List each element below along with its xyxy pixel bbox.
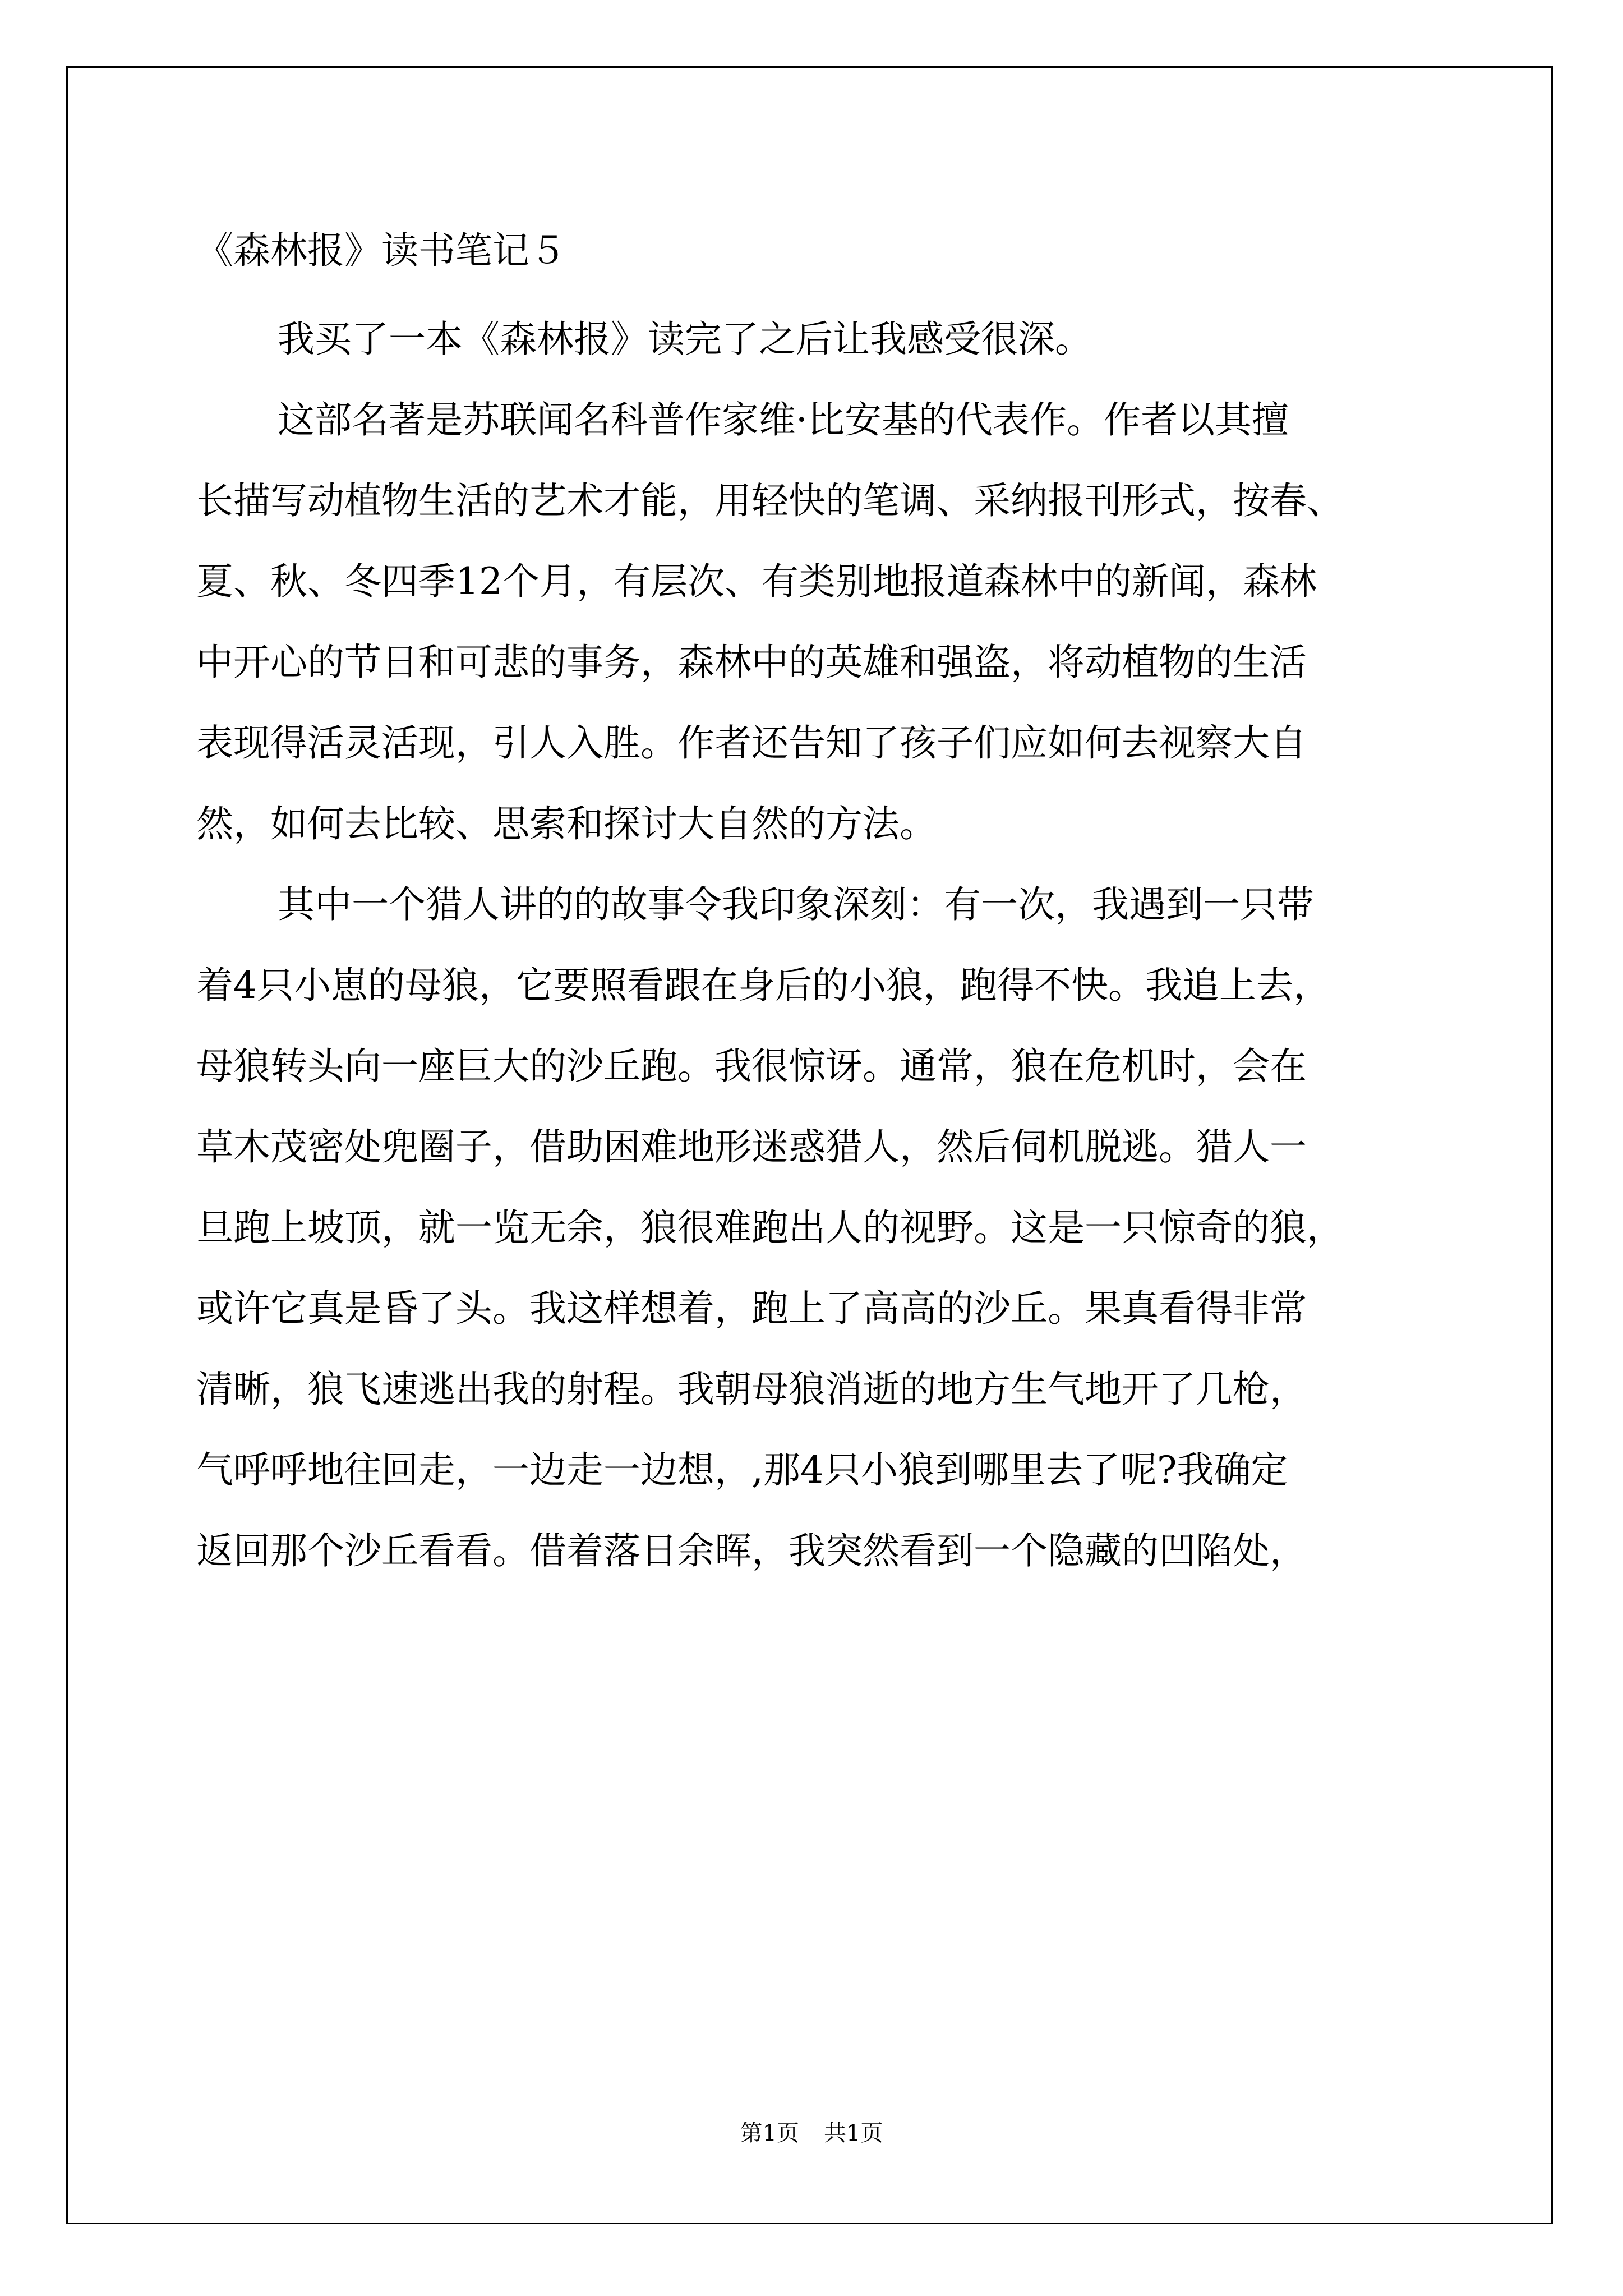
text-line: 母狼转头向一座巨大的沙丘跑。我很惊讶。通常，狼在危机时，会在 — [196, 1045, 1307, 1088]
text-line: 草木茂密处兜圈子，借助困难地形迷惑猎人，然后伺机脱逃。猎人一 — [196, 1125, 1307, 1168]
document-body — [196, 299, 1447, 1591]
text-line: 气呼呼地往回走，一边走一边想，,那4只小狼到哪里去了呢?我确定 — [196, 1448, 1288, 1492]
text-line: 其中一个猎人讲的的故事令我印象深刻：有一次，我遇到一只带 — [278, 883, 1314, 926]
text-line: 长描写动植物生活的艺术才能，用轻快的笔调、采纳报刊形式，按春、 — [196, 479, 1344, 522]
text-line: 我买了一本《森林报》读完了之后让我感受很深。 — [278, 318, 1092, 361]
page-number: 第1页 — [740, 2120, 799, 2146]
text-line: 着4只小崽的母狼，它要照看跟在身后的小狼，跑得不快。我追上去， — [196, 964, 1330, 1007]
text-line: 夏、秋、冬四季12个月，有层次、有类别地报道森林中的新闻，森林 — [196, 560, 1317, 603]
text-line: 这部名著是苏联闻名科普作家维·比安基的代表作。作者以其擅 — [278, 398, 1289, 441]
text-line: 表现得活灵活现，引人入胜。作者还告知了孩子们应如何去视察大自 — [196, 721, 1307, 765]
document-title: 《森林报》读书笔记５ — [196, 229, 566, 272]
text-line: 中开心的节日和可悲的事务，森林中的英雄和强盗，将动植物的生活 — [196, 641, 1307, 684]
text-line: 或许它真是昏了头。我这样想着，跑上了高高的沙丘。果真看得非常 — [196, 1287, 1307, 1330]
page-total: 共1页 — [824, 2120, 883, 2146]
text-line: 然，如何去比较、思索和探讨大自然的方法。 — [196, 802, 937, 845]
page-footer — [0, 2116, 1623, 2150]
text-line: 旦跑上坡顶，就一览无余，狼很难跑出人的视野。这是一只惊奇的狼， — [196, 1206, 1344, 1249]
text-line: 清晰，狼飞速逃出我的射程。我朝母狼消逝的地方生气地开了几枪， — [196, 1368, 1307, 1411]
text-line: 返回那个沙丘看看。借着落日余晖，我突然看到一个隐藏的凹陷处， — [196, 1529, 1307, 1572]
